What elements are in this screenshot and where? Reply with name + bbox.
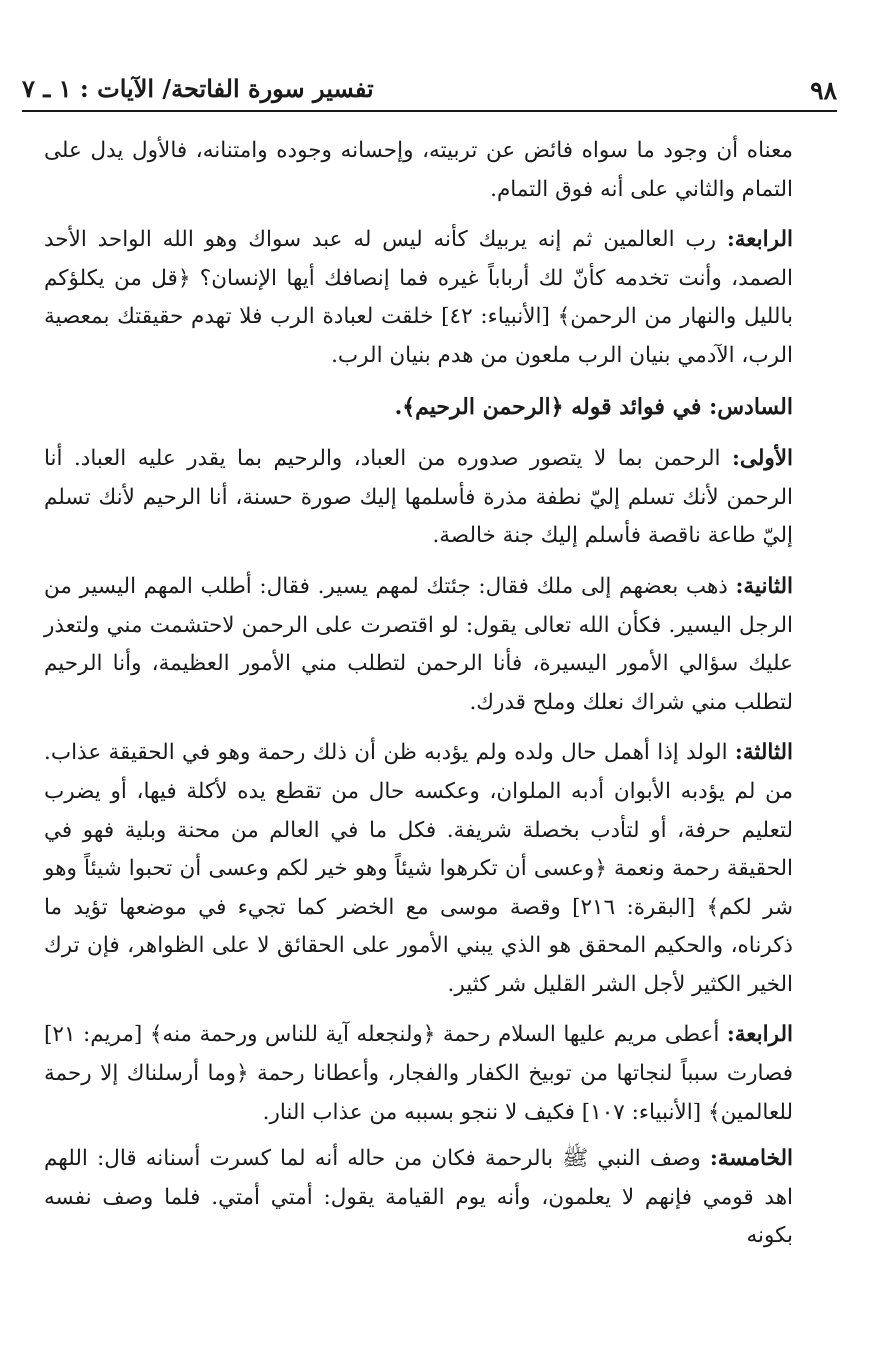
- paragraph-lead: الرابعة:: [726, 227, 793, 253]
- paragraph-text: الرحمن بما لا يتصور صدوره من العباد، والرحيم بما يقدر عليه العباد. أنا الرحمن لأنك تسلم إليّ نطفة مذرة فأسلمها إليك صورة حسنة، أنا الرحيم لأنك تسلم إليّ طاعة ناقصة فأسلم إليك جنة خالصة.: [44, 446, 793, 549]
- paragraph-first-benefit: [44, 440, 793, 556]
- paragraph-text: رب العالمين ثم إنه يربيك كأنه ليس له عبد سواك وهو الله الواحد الأحد الصمد، وأنت تخدمه كأنّ لك أرباباً غيره فما إنصافك أيها الإنسان؟ ﴿قل من يكلؤكم بالليل والنهار من الرحمن﴾ [الأنبياء: ٤٢] خلقت لعبادة الرب فلا تهدم حقيقتك بمعصية الرب، الآدمي بنيان الرب ملعون من هدم بنيان الرب.: [44, 227, 793, 368]
- paragraph-second-benefit: [44, 568, 793, 722]
- page-body: [44, 132, 793, 1268]
- paragraph-lead: الخامسة:: [709, 1146, 793, 1172]
- section-heading: السادس: في فوائد قوله ﴿الرحمن الرحيم﴾.: [394, 393, 793, 420]
- paragraph-fourth-benefit-2: [44, 1016, 793, 1132]
- paragraph-fourth-benefit: [44, 221, 793, 375]
- paragraph-lead: الثالثة:: [734, 740, 793, 766]
- paragraph-lead: الرابعة:: [726, 1022, 793, 1048]
- page-number: ٩٨: [810, 76, 837, 105]
- paragraph-lead: الثانية:: [735, 573, 793, 599]
- paragraph-text: معناه أن وجود ما سواه فائض عن تربيته، وإحسانه وجوده وامتنانه، فالأول يدل على التمام والثاني على أنه فوق التمام.: [44, 138, 793, 202]
- paragraph-text: أعطى مريم عليها السلام رحمة ﴿ولنجعله آية للناس ورحمة منه﴾ [مريم: ٢١] فصارت سبباً لنجاتها من توبيخ الكفار والفجار، وأعطانا رحمة ﴿وما أرسلناك إلا رحمة للعالمين﴾ [الأنبياء: ١٠٧] فكيف لا ننجو بسببه من عذاب النار.: [44, 1022, 793, 1125]
- paragraph-lead: الأولى:: [731, 446, 793, 472]
- paragraph-text: الولد إذا أهمل حال ولده ولم يؤدبه ظن أن ذلك رحمة وهو في الحقيقة عذاب. من لم يؤدبه الأبوان أدبه الملوان، وعكسه حال من تقطع يده لأكلة فيها، أو يضرب لتعليم حرفة، أو لتأدب بخصلة شريفة. فكل ما في العالم من محنة وبلية فهو في الحقيقة رحمة ونعمة ﴿وعسى أن تكرهوا شيئاً وهو خير لكم وعسى أن تحبوا شيئاً وهو شر لكم﴾ [البقرة: ٢١٦] وقصة موسى مع الخضر كما تجيء في موضعها تؤيد ما ذكرناه، والحكيم المحقق هو الذي يبني الأمور على الحقائق لا على الظواهر، فإن ترك الخير الكثير لأجل الشر القليل شر كثير.: [44, 740, 794, 997]
- paragraph-text: ذهب بعضهم إلى ملك فقال: جئتك لمهم يسير. فقال: أطلب المهم اليسير من الرجل اليسير. فكأن الله تعالى يقول: لو اقتصرت على الرحمن لاحتشمت مني ولتعذر عليك سؤالي الأمور اليسيرة، فأنا الرحمن لتطلب مني الأمور العظيمة، وأنا الرحيم لتطلب مني شراك نعلك وملح قدرك.: [44, 573, 793, 715]
- paragraph-fifth-benefit: [44, 1140, 793, 1256]
- paragraph-text: وصف النبي ﷺ بالرحمة فكان من حاله أنه لما كسرت أسنانه قال: اللهم اهد قومي فإنهم لا يعلمون، وأنه يوم القيامة يقول: أمتي أمتي. فلما وصف نفسه بكونه: [44, 1146, 793, 1249]
- running-title: تفسير سورة الفاتحة/ الآيات : ١ ـ ٧: [22, 74, 374, 103]
- paragraph-third-benefit: [44, 734, 793, 1004]
- page-header: [22, 70, 837, 112]
- paragraph-intro: [44, 132, 793, 209]
